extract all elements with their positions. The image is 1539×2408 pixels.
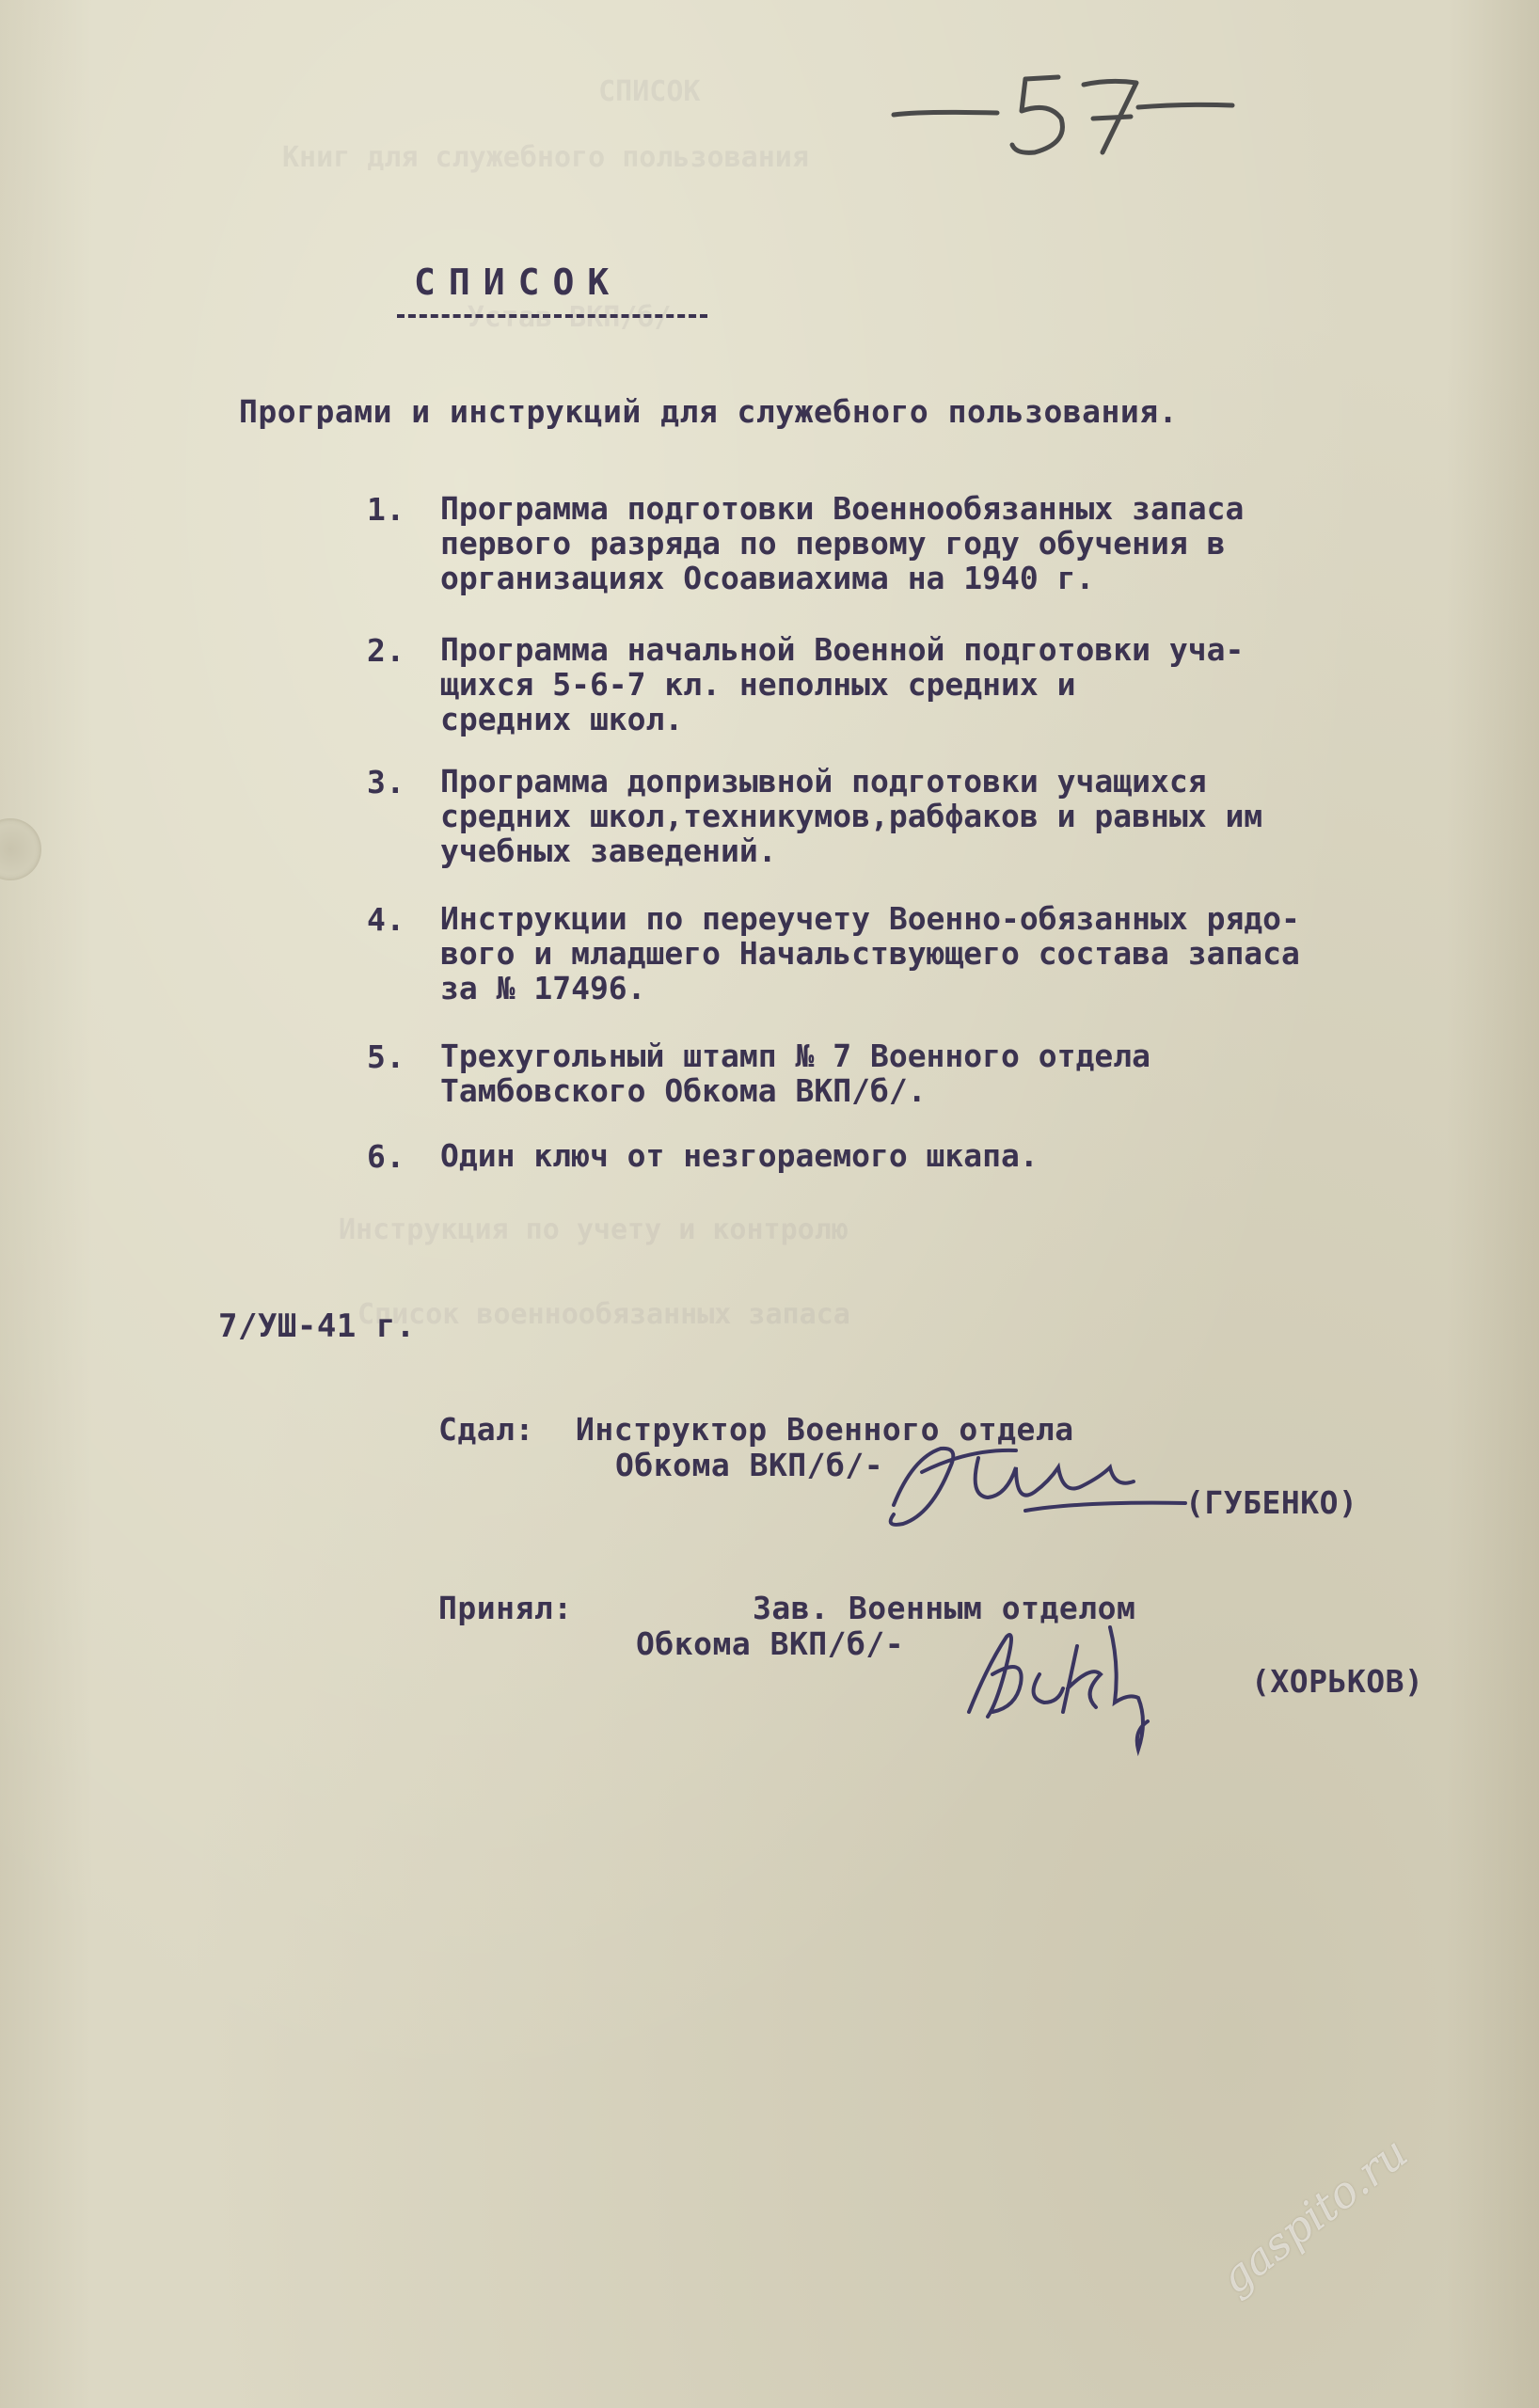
list-item-line: организациях Осоавиахима на 1940 г.: [440, 560, 1095, 596]
list-item-line: средних школ.: [440, 701, 684, 737]
list-item-line: Программа начальной Военной подготовки уча-: [440, 631, 1245, 668]
list-item-line: учебных заведений.: [440, 832, 777, 869]
list-item-line: Тамбовского Обкома ВКП/б/.: [440, 1072, 927, 1109]
list-item-number: 4.: [367, 901, 405, 938]
list-item-number: 3.: [367, 764, 405, 800]
document-title: СПИСОК: [414, 261, 623, 303]
bleed-through-text: Инструкция по учету и контролю: [339, 1213, 849, 1246]
handed-over-name: (ГУБЕНКО): [1185, 1484, 1358, 1521]
list-item-line: Программа подготовки Военнообязанных запаса: [440, 490, 1245, 527]
bleed-through-text: Устав ВКП/б/: [263, 301, 672, 334]
bleed-through-text: Список военнообязанных запаса: [357, 1298, 850, 1331]
list-item-number: 1.: [367, 491, 405, 528]
punch-hole: [0, 818, 41, 880]
list-item-line: Программа допризывной подготовки учащихся: [440, 763, 1207, 800]
list-item-number: 6.: [367, 1138, 405, 1175]
list-item-line: первого разряда по первому году обучения в: [440, 525, 1226, 562]
list-item-line: вого и младшего Начальствующего состава запаса: [440, 935, 1300, 972]
received-label: Принял:: [438, 1590, 573, 1626]
handed-over-position: Инструктор Военного отдела: [576, 1411, 1074, 1448]
folio-number-handwritten: [884, 56, 1242, 160]
list-item-line: щихся 5-6-7 кл. неполных средних и: [440, 666, 1076, 703]
list-item-line: Один ключ от незгораемого шкапа.: [440, 1137, 1039, 1174]
handed-over-label: Сдал:: [438, 1411, 534, 1448]
list-item-line: Инструкции по переучету Военно-обязанных рядо-: [440, 900, 1300, 937]
document-subtitle: Програми и инструкций для служебного пользования.: [239, 393, 1179, 430]
signature-khorkov: [950, 1608, 1214, 1759]
list-item-line: средних школ,техникумов,рабфаков и равных им: [440, 798, 1263, 834]
title-underline: [397, 314, 707, 318]
list-item-line: Трехугольный штамп № 7 Военного отдела: [440, 1038, 1150, 1074]
received-organization: Обкома ВКП/б/-: [636, 1625, 905, 1662]
list-item-number: 5.: [367, 1038, 405, 1075]
list-item-number: 2.: [367, 632, 405, 669]
received-name: (ХОРЬКОВ): [1251, 1663, 1424, 1700]
received-position: Зав. Военным отделом: [753, 1590, 1136, 1626]
signature-gubenko: [875, 1430, 1195, 1543]
handed-over-organization: Обкома ВКП/б/-: [615, 1447, 884, 1483]
bleed-through-text: СПИСОК: [564, 75, 701, 108]
list-item-line: за № 17496.: [440, 970, 646, 1006]
document-date: 7/УШ-41 г.: [218, 1307, 416, 1345]
watermark-text: gaspito.ru: [1210, 2126, 1418, 2304]
bleed-through-text: Книг для служебного пользования: [282, 141, 809, 174]
